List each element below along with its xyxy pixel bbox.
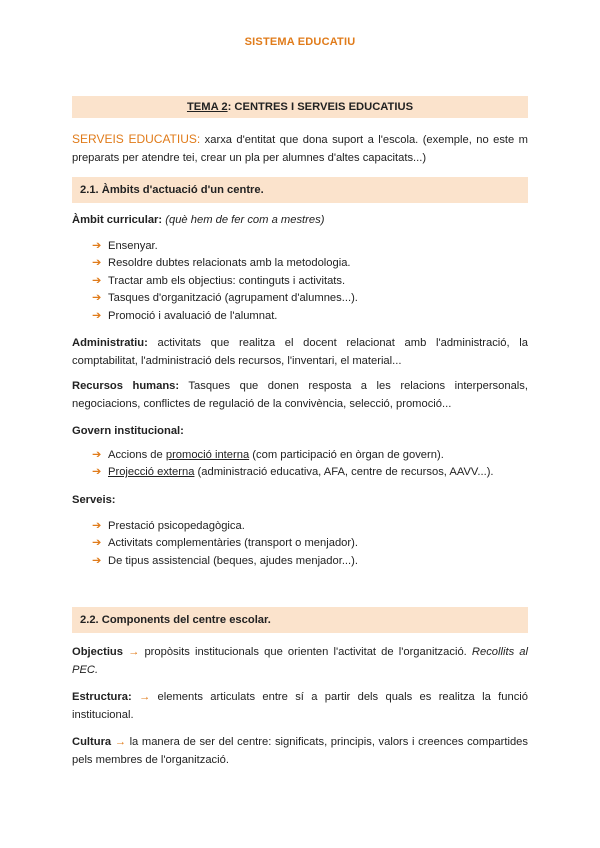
estructura-paragraph: [72, 688, 528, 724]
administratiu-label: Administratiu:: [72, 337, 148, 349]
govern-item-2-post: (administració educativa, AFA, centre de recursos, AAVV...).: [194, 466, 494, 479]
topic-title: : CENTRES I SERVEIS EDUCATIUS: [227, 101, 414, 113]
estructura-arrow: →: [131, 691, 158, 703]
list-item-text: Ensenyar.: [108, 240, 158, 252]
section-2-2-title: 2.2. Components del centre escolar.: [80, 614, 271, 626]
list-item: [92, 553, 528, 570]
cultura-arrow: →: [111, 736, 130, 748]
arrow-right-icon: ➔: [92, 520, 102, 532]
govern-heading: Govern institucional:: [72, 425, 184, 437]
govern-item-1-pre: Accions de: [108, 449, 166, 461]
objectius-italic: Recollits al PEC.: [72, 646, 529, 676]
section-2-2-band: [72, 607, 528, 633]
arrow-right-icon: ➔: [92, 240, 102, 252]
intro-text: xarxa d'entitat que dona suport a l'escola. (exemple, no este m preparats per atendre tei, crear un pla per alumnes d'altes capacitats...): [72, 134, 528, 164]
serveis-heading: Serveis:: [72, 494, 116, 506]
list-item: [92, 290, 528, 307]
arrow-right-icon: ➔: [92, 554, 102, 567]
list-item-text: Resoldre dubtes relacionats amb la metodologia.: [108, 257, 351, 270]
govern-list: [92, 447, 528, 482]
intro-paragraph: [72, 130, 528, 167]
objectius-label: Objectius: [72, 646, 123, 658]
list-item: [92, 464, 528, 481]
administratiu-paragraph: [72, 334, 528, 370]
serveis-list: [92, 518, 528, 570]
curricular-label: Àmbit curricular:: [72, 214, 163, 226]
intro-lead: SERVEIS EDUCATIUS:: [72, 132, 201, 146]
topic-title-band: [72, 96, 528, 118]
recursos-paragraph: [72, 377, 528, 413]
list-item-text: Promoció i avaluació de l'alumnat.: [108, 309, 278, 322]
list-item-text: Activitats complementàries (transport o menjador).: [108, 537, 358, 550]
list-item-text: Tractar amb els objectius: continguts i activitats.: [108, 274, 346, 287]
list-item: [92, 535, 528, 552]
list-item: [92, 255, 528, 272]
estructura-text: elements articulats entre sí a partir dels quals es realitza la funció institucional.: [72, 691, 528, 721]
list-item: [92, 238, 528, 255]
govern-item-1-post: (com participació en òrgan de govern).: [249, 449, 444, 461]
list-item: [92, 447, 528, 464]
objectius-paragraph: [72, 643, 528, 679]
list-item-text: Prestació psicopedagògica.: [108, 520, 245, 532]
cultura-label: Cultura: [72, 736, 112, 748]
objectius-arrow: →: [122, 646, 145, 658]
list-item-text: Tasques d'organització (agrupament d'alumnes...).: [108, 292, 358, 305]
cultura-text: la manera de ser del centre: significats, principis, valors i creences compartides pels membres de l'organització.: [72, 736, 529, 766]
arrow-right-icon: ➔: [92, 257, 102, 270]
administratiu-text: activitats que realitza el docent relacionat amb l'administració, la comptabilitat, l'administració dels recursos, l'inventari, el material...: [72, 337, 528, 367]
list-item: [92, 308, 528, 325]
topic-number: TEMA 2: [186, 101, 228, 113]
curricular-note: (què hem de fer com a mestres): [162, 214, 325, 226]
estructura-label: Estructura:: [72, 691, 132, 703]
list-item-text: De tipus assistencial (beques, ajudes menjador...).: [108, 554, 358, 567]
recursos-text: Tasques que donen resposta a les relacions interpersonals, negociacions, conflictes de regulació de la convivència, selecció, promoció...: [72, 380, 528, 410]
section-2-1-title: 2.1. Àmbits d'actuació d'un centre.: [80, 184, 264, 196]
list-item: [92, 518, 528, 535]
list-item: [92, 273, 528, 290]
curricular-heading: [72, 212, 324, 228]
arrow-right-icon: ➔: [92, 466, 102, 479]
document-header: SISTEMA EDUCATIU: [244, 36, 356, 48]
arrow-right-icon: ➔: [92, 274, 102, 287]
arrow-right-icon: ➔: [92, 292, 102, 305]
arrow-right-icon: ➔: [92, 449, 102, 461]
objectius-text: propòsits institucionals que orienten l'activitat de l'organització.: [144, 646, 472, 658]
recursos-label: Recursos humans:: [72, 380, 180, 392]
govern-item-2-underlined: Projecció externa: [108, 466, 195, 479]
curricular-list: [92, 238, 528, 325]
arrow-right-icon: ➔: [92, 309, 102, 322]
arrow-right-icon: ➔: [92, 537, 102, 550]
section-2-1-band: [72, 177, 528, 203]
cultura-paragraph: [72, 733, 528, 769]
govern-item-1-underlined: promoció interna: [165, 449, 250, 461]
